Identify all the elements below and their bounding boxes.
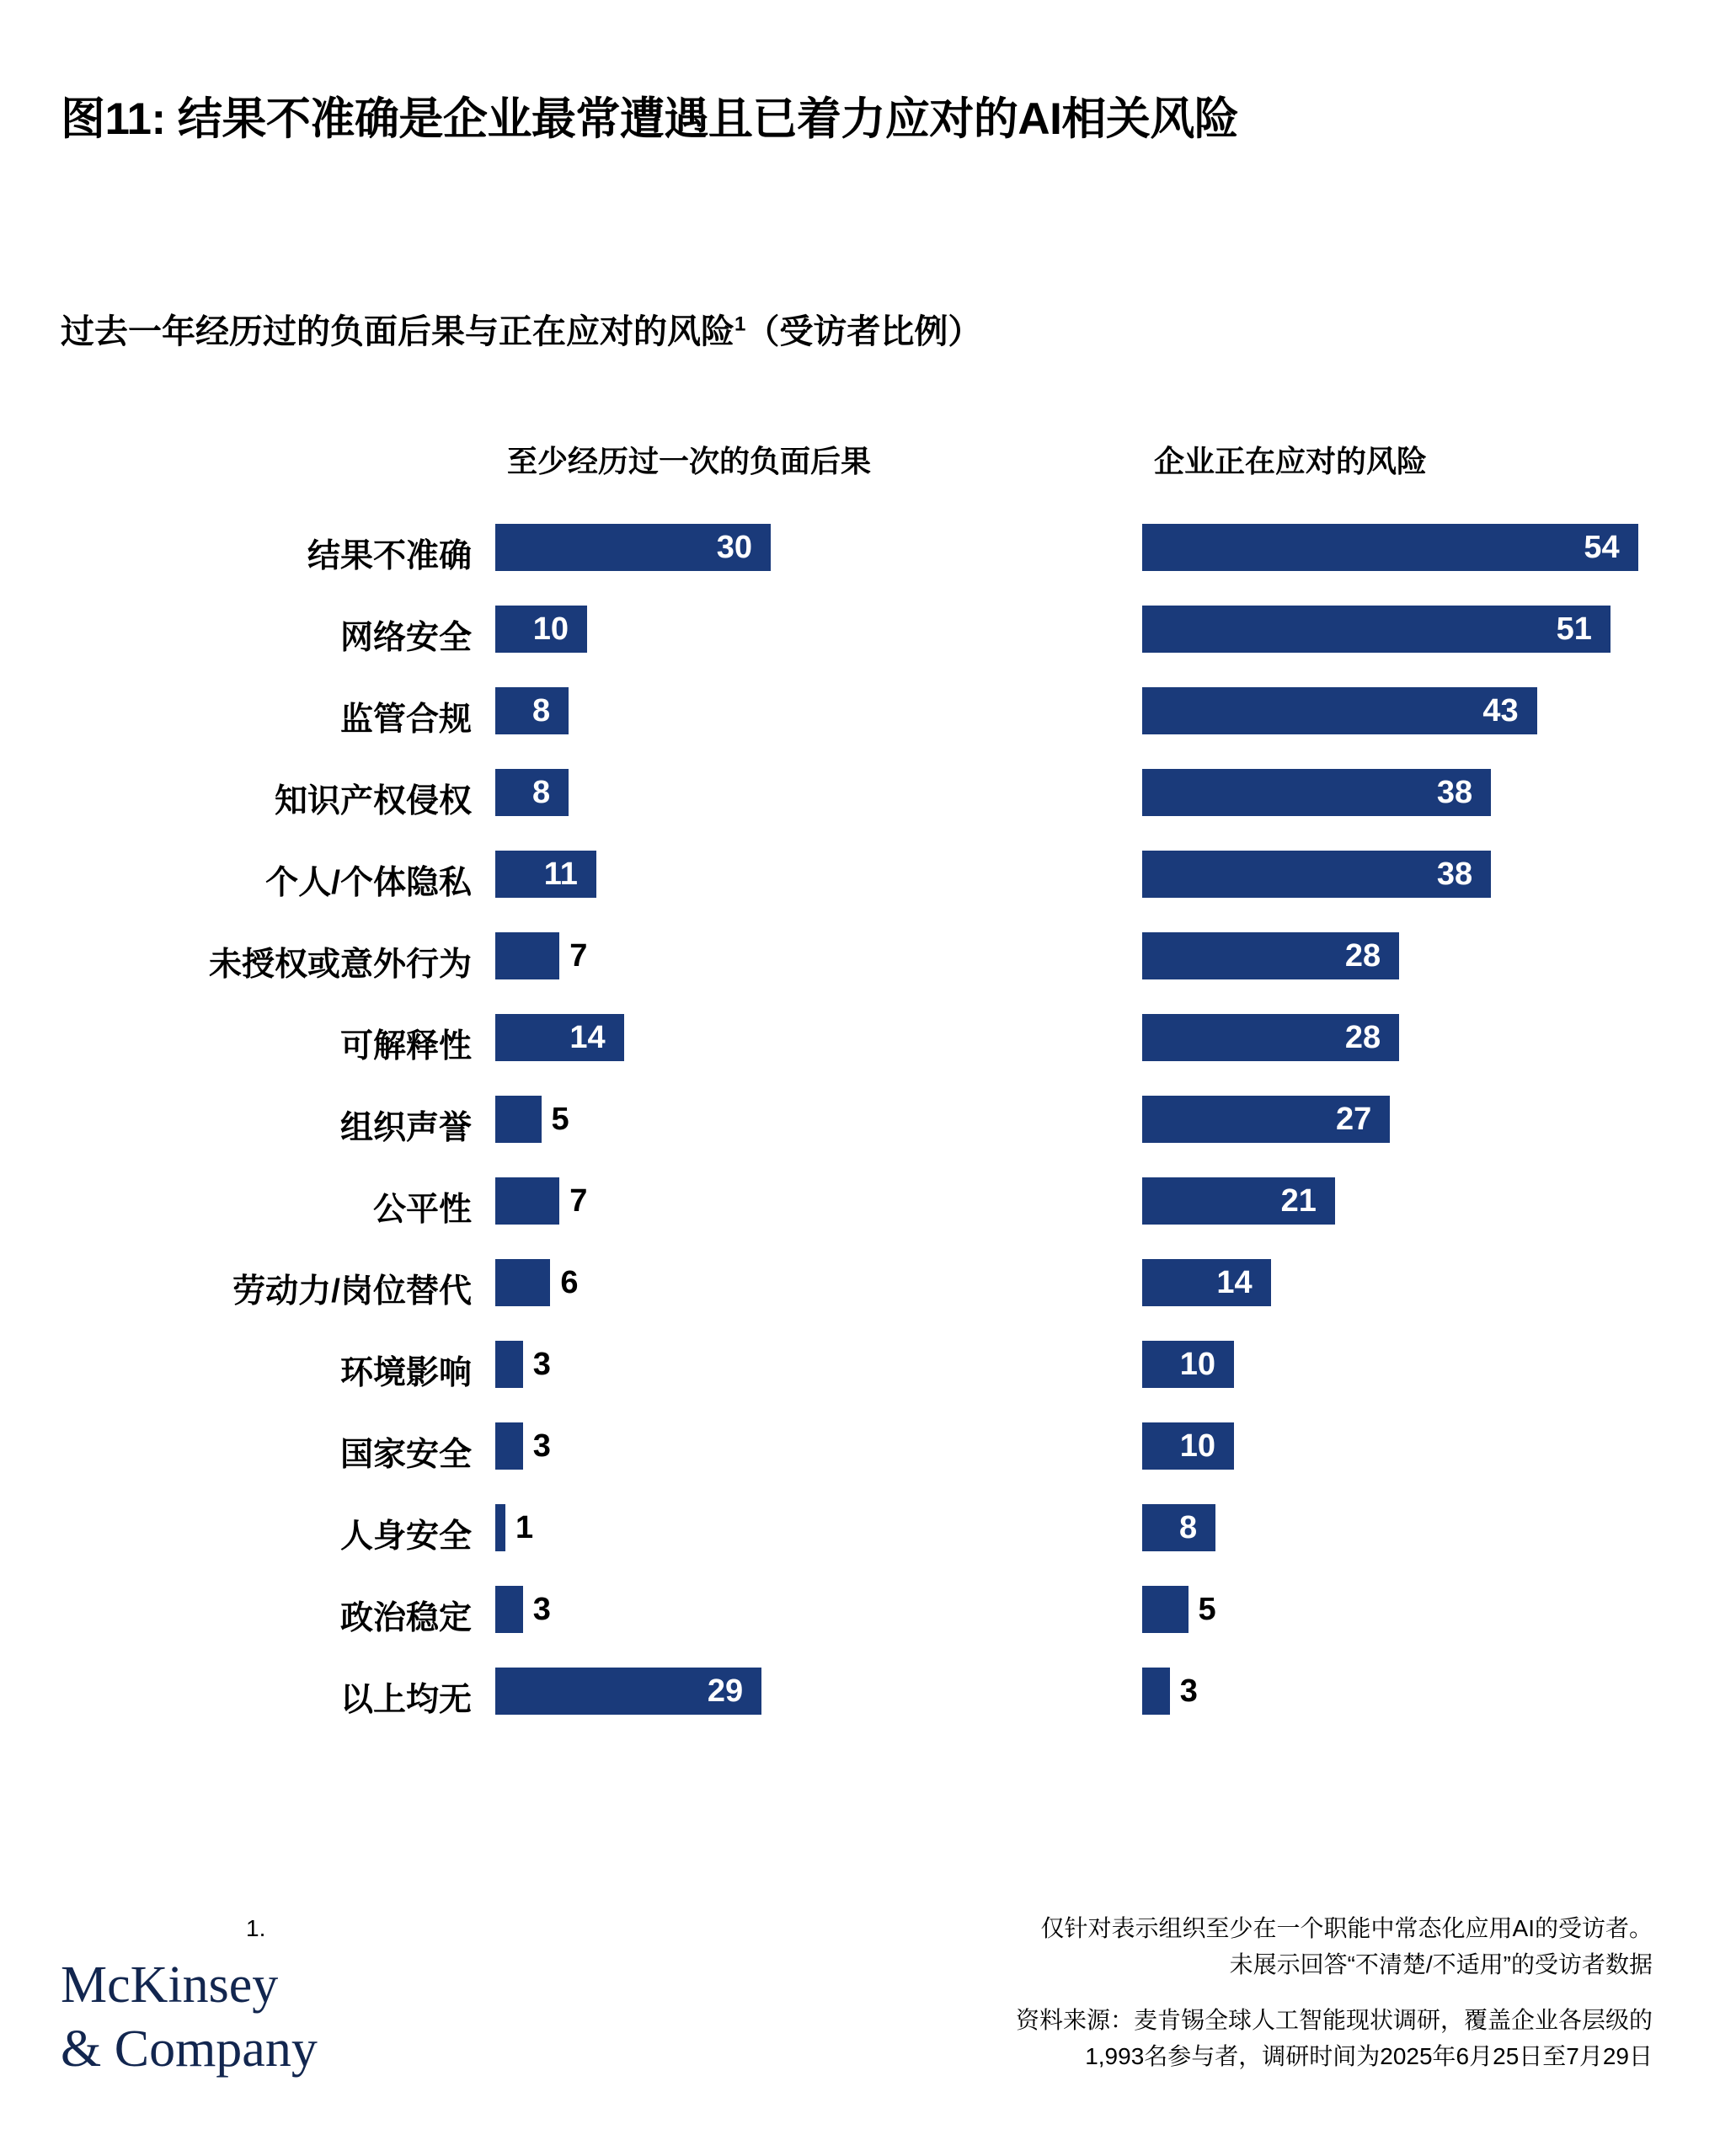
chart-row (0, 1006, 1720, 1087)
chart-row (0, 1251, 1720, 1332)
bar (495, 1096, 542, 1143)
row-label: 结果不准确 (307, 538, 472, 574)
chart-row (0, 1577, 1720, 1659)
bar-track-experienced (495, 524, 1085, 571)
bar-value-label: 28 (1344, 938, 1381, 974)
bar-track-experienced (495, 1177, 1085, 1225)
chart-row (0, 1659, 1720, 1741)
chart-row (0, 1169, 1720, 1251)
bar-value-label: 1 (515, 1510, 534, 1545)
bar-value-label: 8 (532, 693, 551, 728)
bar-track-mitigating (1142, 1259, 1664, 1306)
page-title: 图11: 结果不准确是企业最常遭遇且已着力应对的AI相关风险 (61, 94, 1239, 144)
chart-row (0, 679, 1720, 760)
subtitle-footnote-marker: 1 (734, 312, 746, 336)
bar-track-mitigating (1142, 851, 1664, 898)
bar-value-label: 38 (1436, 775, 1473, 810)
bar-value-label: 27 (1336, 1102, 1372, 1137)
bar-value-label: 7 (569, 1183, 588, 1219)
column-header-experienced: 至少经历过一次的负面后果 (507, 444, 872, 478)
bar-chart (0, 515, 1720, 1741)
bar-value-label: 3 (1179, 1673, 1198, 1709)
bar-value-label: 38 (1436, 857, 1473, 892)
bar-value-label: 51 (1556, 611, 1592, 647)
footnote-1-line-1: 仅针对表示组织至少在一个职能中常态化应用AI的受访者。 (1040, 1915, 1653, 1941)
bar-track-mitigating (1142, 606, 1664, 653)
bar-value-label: 10 (1179, 1347, 1215, 1382)
bar (1142, 687, 1537, 734)
bar-track-mitigating (1142, 687, 1664, 734)
chart-row (0, 515, 1720, 597)
bar-value-label: 43 (1482, 693, 1519, 728)
bar (495, 1586, 523, 1633)
bar-track-experienced (495, 1341, 1085, 1388)
subtitle-tail-text: （受访者比例） (745, 313, 982, 350)
chart-row (0, 1087, 1720, 1169)
bar-value-label: 8 (1179, 1510, 1198, 1545)
bar-track-experienced (495, 769, 1085, 816)
bar-track-experienced (495, 1422, 1085, 1470)
bar (1142, 1586, 1189, 1633)
logo-line-1: McKinsey (61, 1956, 279, 2014)
bar (495, 1341, 523, 1388)
bar-track-experienced (495, 606, 1085, 653)
column-header-mitigating: 企业正在应对的风险 (1154, 444, 1428, 478)
mckinsey-logo (61, 1954, 318, 2081)
bar-value-label: 8 (532, 775, 551, 810)
source-line-1: 资料来源：麦肯锡全球人工智能现状调研，覆盖企业各层级的 (1015, 2006, 1653, 2033)
bar (495, 932, 559, 979)
bar-value-label: 10 (1179, 1428, 1215, 1464)
row-label: 组织声誉 (339, 1110, 472, 1146)
bar-value-label: 11 (543, 857, 578, 892)
row-label: 监管合规 (339, 702, 472, 738)
bar-track-mitigating (1142, 1096, 1664, 1143)
bar-track-experienced (495, 851, 1085, 898)
row-label: 以上均无 (339, 1682, 472, 1718)
bar-value-label: 3 (532, 1428, 551, 1464)
row-label: 政治稳定 (339, 1600, 472, 1636)
chart-row (0, 1414, 1720, 1496)
bar-value-label: 6 (560, 1265, 579, 1300)
bar (495, 1177, 559, 1225)
bar-track-experienced (495, 687, 1085, 734)
source-line-2: 1,993名参与者，调研时间为2025年6月25日至7月29日 (1085, 2043, 1653, 2070)
bar-track-experienced (495, 932, 1085, 979)
chart-row (0, 1496, 1720, 1577)
page-subtitle (61, 310, 1644, 354)
bar-value-label: 5 (1198, 1592, 1216, 1627)
column-headers (0, 438, 1720, 488)
bar-value-label: 10 (532, 611, 569, 647)
bar-track-mitigating (1142, 1177, 1664, 1225)
bar-track-mitigating (1142, 524, 1664, 571)
bar-value-label: 54 (1584, 530, 1620, 565)
source-note (600, 2002, 1653, 2075)
row-label: 个人/个体隐私 (265, 865, 472, 901)
bar-value-label: 7 (569, 938, 588, 974)
row-label: 人身安全 (339, 1518, 472, 1555)
bar-value-label: 30 (716, 530, 752, 565)
bar-value-label: 3 (532, 1592, 551, 1627)
footnotes (246, 1910, 1653, 2075)
bar (1142, 606, 1610, 653)
row-label: 未授权或意外行为 (208, 947, 472, 983)
chart-row (0, 1332, 1720, 1414)
chart-row (0, 842, 1720, 924)
bar-value-label: 3 (532, 1347, 551, 1382)
bar-value-label: 28 (1344, 1020, 1381, 1055)
bar-value-label: 14 (1216, 1265, 1253, 1300)
chart-row (0, 597, 1720, 679)
bar-value-label: 5 (551, 1102, 569, 1137)
bar-track-experienced (495, 1259, 1085, 1306)
bar (495, 1259, 550, 1306)
row-label: 网络安全 (339, 620, 472, 656)
bar-track-mitigating (1142, 1586, 1664, 1633)
bar-track-mitigating (1142, 932, 1664, 979)
row-label: 知识产权侵权 (274, 783, 472, 819)
row-label: 可解释性 (339, 1028, 472, 1065)
bar-track-mitigating (1142, 1668, 1664, 1715)
bar (1142, 1668, 1170, 1715)
bar-track-experienced (495, 1586, 1085, 1633)
bar-value-label: 29 (707, 1673, 744, 1709)
bar-track-experienced (495, 1096, 1085, 1143)
bar-track-experienced (495, 1014, 1085, 1061)
bar-track-mitigating (1142, 1014, 1664, 1061)
logo-line-2: & Company (61, 2020, 318, 2078)
bar-track-experienced (495, 1668, 1085, 1715)
row-label: 国家安全 (339, 1437, 472, 1473)
footnote-1-line-2: 未展示回答“不清楚/不适用”的受访者数据 (1229, 1951, 1653, 1978)
row-label: 劳动力/岗位替代 (232, 1273, 472, 1310)
footnote-1 (246, 1910, 1653, 1983)
bar-track-experienced (495, 1504, 1085, 1551)
bar-track-mitigating (1142, 1504, 1664, 1551)
bar (495, 1422, 523, 1470)
bar (495, 1504, 505, 1551)
chart-row (0, 924, 1720, 1006)
subtitle-main-text: 过去一年经历过的负面后果与正在应对的风险 (61, 313, 734, 350)
chart-row (0, 760, 1720, 842)
bar (1142, 524, 1638, 571)
bar-track-mitigating (1142, 1422, 1664, 1470)
bar-track-mitigating (1142, 1341, 1664, 1388)
bar-value-label: 14 (569, 1020, 606, 1055)
row-label: 环境影响 (339, 1355, 472, 1391)
bar-value-label: 21 (1280, 1183, 1317, 1219)
bar-track-mitigating (1142, 769, 1664, 816)
row-label: 公平性 (372, 1192, 472, 1228)
footnote-number: 1. (246, 1915, 266, 1941)
